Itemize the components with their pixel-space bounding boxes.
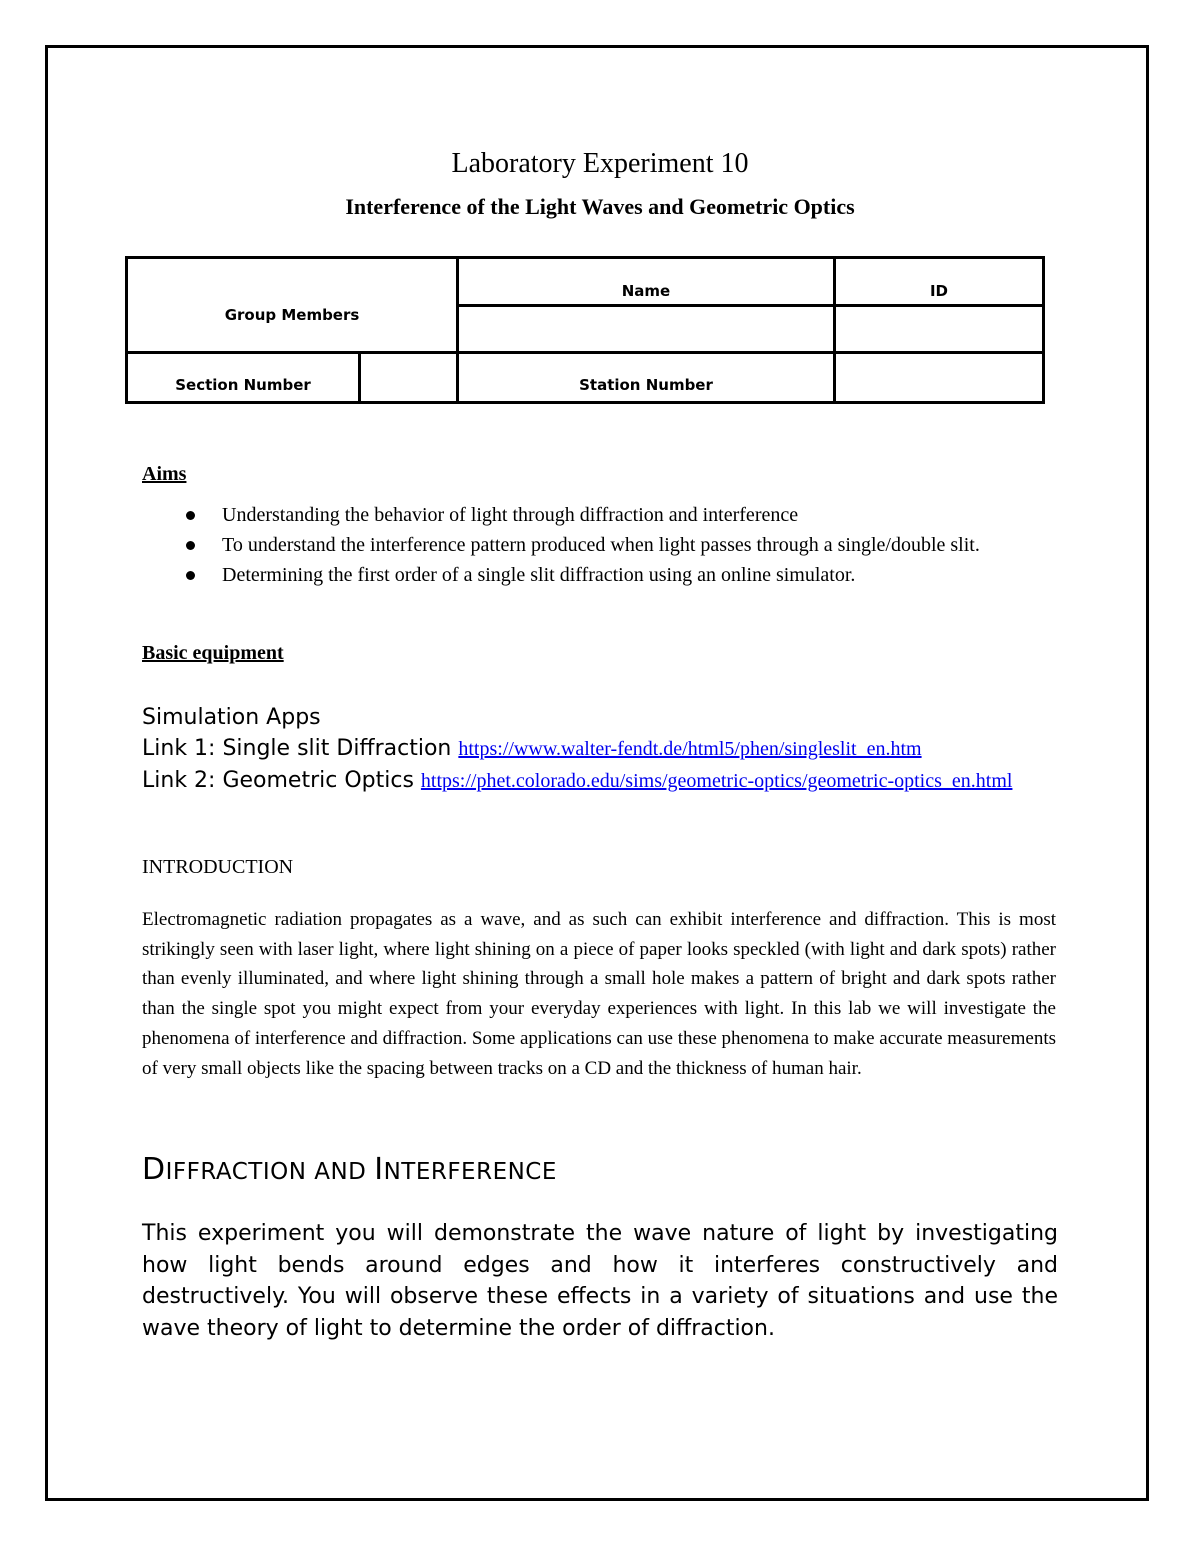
sim-title: Simulation Apps <box>142 705 321 730</box>
station-number-label: Station Number <box>579 375 713 394</box>
id-header: ID <box>929 281 949 300</box>
page-subtitle: Interference of the Light Waves and Geometric Optics <box>345 194 855 219</box>
bullet-icon <box>186 571 195 580</box>
bullet-icon <box>186 541 195 550</box>
link2-label: Link 2: Geometric Optics <box>142 768 414 793</box>
name-header: Name <box>621 281 671 300</box>
diffraction-heading: DIFFRACTION AND INTERFERENCE <box>142 1152 557 1187</box>
section-number-label: Section Number <box>175 375 311 394</box>
section-number-field[interactable] <box>361 354 456 401</box>
equipment-heading: Basic equipment <box>142 642 284 664</box>
introduction-heading: INTRODUCTION <box>142 856 294 878</box>
diffraction-body: This experiment you will demonstrate the wave nature of light by investigating how light bends around edges and how it interferes constructively and destructively. You will observe these effects in a variety of situations and use the wave theory of light to determine the order of diffraction. <box>142 1221 1058 1341</box>
link2-line <box>142 765 1022 797</box>
list-item: To understand the interference pattern produced when light passes through a single/double slit. <box>182 530 1062 560</box>
aims-heading: Aims <box>142 463 187 485</box>
page-title: Laboratory Experiment 10 <box>451 148 749 179</box>
group-members-label: Group Members <box>224 306 360 324</box>
info-table <box>125 256 1045 404</box>
link2-url[interactable]: https://phet.colorado.edu/sims/geometric-optics/geometric-optics_en.html <box>420 770 1013 792</box>
list-item: Understanding the behavior of light through diffraction and interference <box>182 500 1062 530</box>
link1-line <box>142 733 1022 765</box>
station-number-field[interactable] <box>836 354 1042 401</box>
introduction-body: Electromagnetic radiation propagates as a wave, and as such can exhibit interference and diffraction. This is most strikingly seen with laser light, where light shining on a piece of paper looks speckled (with light and dark spots) rather than evenly illuminated, and where light shining through a small hole makes a pattern of bright and dark spots rather than the single spot you might expect from your everyday experiences with light. In this lab we will investigate the phenomena of interference and diffraction. Some applications can use these phenomena to make accurate measurements of very small objects like the spacing between tracks on a CD and the thickness of human hair. <box>142 909 1056 1079</box>
id-field[interactable] <box>836 307 1042 351</box>
name-field[interactable] <box>459 307 833 351</box>
bullet-icon <box>186 511 195 520</box>
aims-list <box>182 500 1062 590</box>
link1-label: Link 1: Single slit Diffraction <box>142 736 452 761</box>
list-item: Determining the first order of a single slit diffraction using an online simulator. <box>182 560 1062 590</box>
link1-url[interactable]: https://www.walter-fendt.de/html5/phen/singleslit_en.htm <box>458 738 922 760</box>
simulation-apps <box>142 702 1022 797</box>
